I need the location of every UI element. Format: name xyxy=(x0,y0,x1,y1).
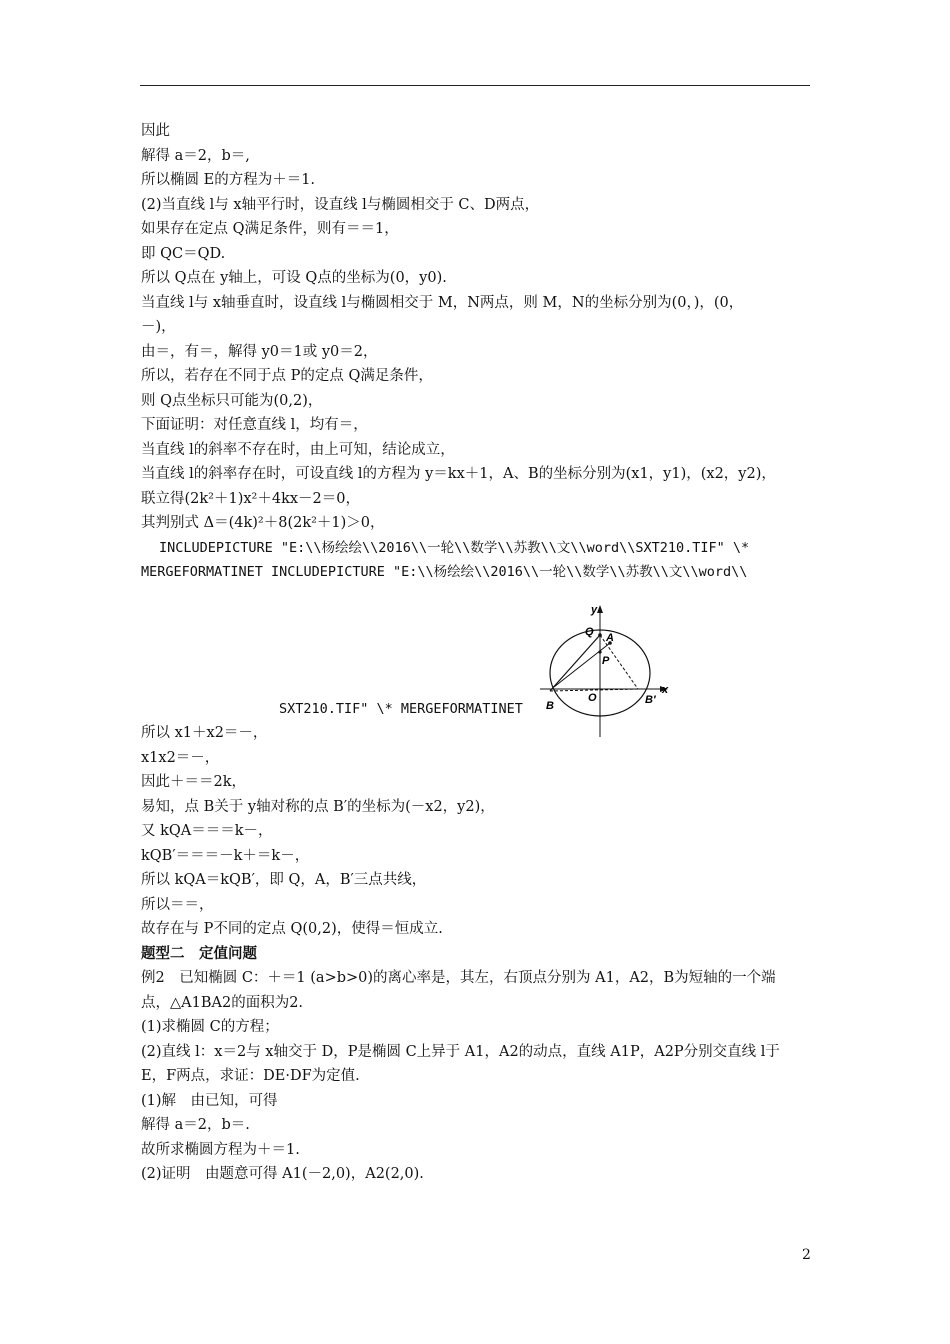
text-line: 当直线 l的斜率不存在时，由上可知，结论成立， xyxy=(141,441,455,458)
text-line: 所以 kQA＝kQB′，即 Q，A，B′三点共线， xyxy=(141,872,427,888)
text-line: 联立得(2k²＋1)x²＋4kx－2＝0， xyxy=(141,490,360,507)
text-line: kQB′＝＝＝－k＋＝k－， xyxy=(141,847,310,864)
label-P: P xyxy=(602,655,610,667)
text-line: 易知，点 B关于 y轴对称的点 B′的坐标为(－x2，y2)， xyxy=(141,798,495,815)
document-body xyxy=(141,119,813,1187)
text-line: 解得 a＝2，b＝. xyxy=(141,1117,250,1133)
includepicture-field-line: INCLUDEPICTURE "E:\\杨绘绘\\2016\\一轮\\数学\\苏教\\文\\word\\SXT210.TIF" \* xyxy=(159,539,750,556)
text-line: 其判别式 Δ＝(4k)²＋8(2k²＋1)＞0， xyxy=(141,515,385,531)
section-heading: 题型二 定值问题 xyxy=(141,944,257,962)
text-line: 即 QC＝QD. xyxy=(141,245,226,262)
label-x: x xyxy=(662,684,669,696)
text-line: 所以，若存在不同于点 P的定点 Q满足条件， xyxy=(141,368,433,384)
page-number: 2 xyxy=(802,1247,811,1263)
text-line: (1)解 由已知，可得 xyxy=(141,1092,278,1109)
line-QB xyxy=(550,635,600,691)
header-rule xyxy=(140,85,810,86)
figure-spacer xyxy=(141,585,813,697)
text-line: 又 kQA＝＝＝k－， xyxy=(141,823,273,839)
text-line: 因此＋＝＝2k， xyxy=(141,774,247,790)
text-line: 当直线 l的斜率存在时，可设直线 l的方程为 y＝kx＋1，A、B的坐标分别为(x1，y1)，(x2，y2)， xyxy=(141,466,776,482)
y-axis-arrow xyxy=(597,605,603,613)
text-line: x1x2＝－， xyxy=(141,749,220,766)
ellipse-figure xyxy=(540,601,680,737)
text-line: 所以＝＝， xyxy=(141,896,214,913)
includepicture-field-line: MERGEFORMATINET INCLUDEPICTURE "E:\\杨绘绘\\2016\\一轮\\数学\\苏教\\文\\word\\ xyxy=(141,564,748,580)
text-line: 所以 x1＋x2＝－， xyxy=(141,725,268,741)
text-line: 如果存在定点 Q满足条件，则有＝＝1， xyxy=(141,221,399,237)
text-line: 解得 a＝2，b＝, xyxy=(141,147,250,164)
label-Q: Q xyxy=(585,626,594,638)
label-A: A xyxy=(606,632,614,644)
label-O: O xyxy=(588,692,597,704)
point-Q xyxy=(598,633,602,637)
includepicture-field-line: SXT210.TIF" \* MERGEFORMATINET xyxy=(279,700,523,717)
text-line: E，F两点，求证：DE·DF为定值. xyxy=(141,1068,360,1084)
text-line: 下面证明：对任意直线 l，均有＝， xyxy=(141,417,368,433)
text-line: 故存在与 P不同的定点 Q(0,2)，使得＝恒成立. xyxy=(141,921,443,937)
text-line: (1)求椭圆 C的方程； xyxy=(141,1019,279,1035)
text-line: (2)证明 由题意可得 A1(－2,0)，A2(2,0). xyxy=(141,1166,424,1182)
text-line: (2)当直线 l与 x轴平行时，设直线 l与椭圆相交于 C、D两点， xyxy=(141,196,540,213)
label-B: B xyxy=(546,700,554,712)
text-line: 由＝，有＝，解得 y0＝1或 y0＝2， xyxy=(141,343,378,360)
text-line: 点，△A1BA2的面积为2. xyxy=(141,994,304,1011)
text-line: (2)直线 l：x＝2与 x轴交于 D，P是椭圆 C上异于 A1，A2的动点，直线 A1P，A2P分别交直线 l于 xyxy=(141,1043,780,1060)
text-line: 故所求椭圆方程为＋＝1. xyxy=(141,1141,300,1158)
text-line: 例2 已知椭圆 C：＋＝1 (a>b>0)的离心率是，其左，右顶点分别为 A1，A2，B为短轴的一个端 xyxy=(141,970,776,986)
text-line: 所以椭圆 E的方程为＋＝1. xyxy=(141,172,316,188)
text-line: 当直线 l与 x轴垂直时，设直线 l与椭圆相交于 M，N两点，则 M，N的坐标分别为(0，)，(0， xyxy=(141,294,744,311)
text-line: 所以 Q点在 y轴上，可设 Q点的坐标为(0，y0). xyxy=(141,270,447,286)
label-Bprime: B′ xyxy=(645,694,656,706)
text-line: －)， xyxy=(141,319,176,335)
text-line: 因此 xyxy=(141,123,170,139)
label-y: y xyxy=(591,604,598,616)
text-line: 则 Q点坐标只可能为(0,2)， xyxy=(141,392,323,409)
point-P xyxy=(598,650,601,653)
